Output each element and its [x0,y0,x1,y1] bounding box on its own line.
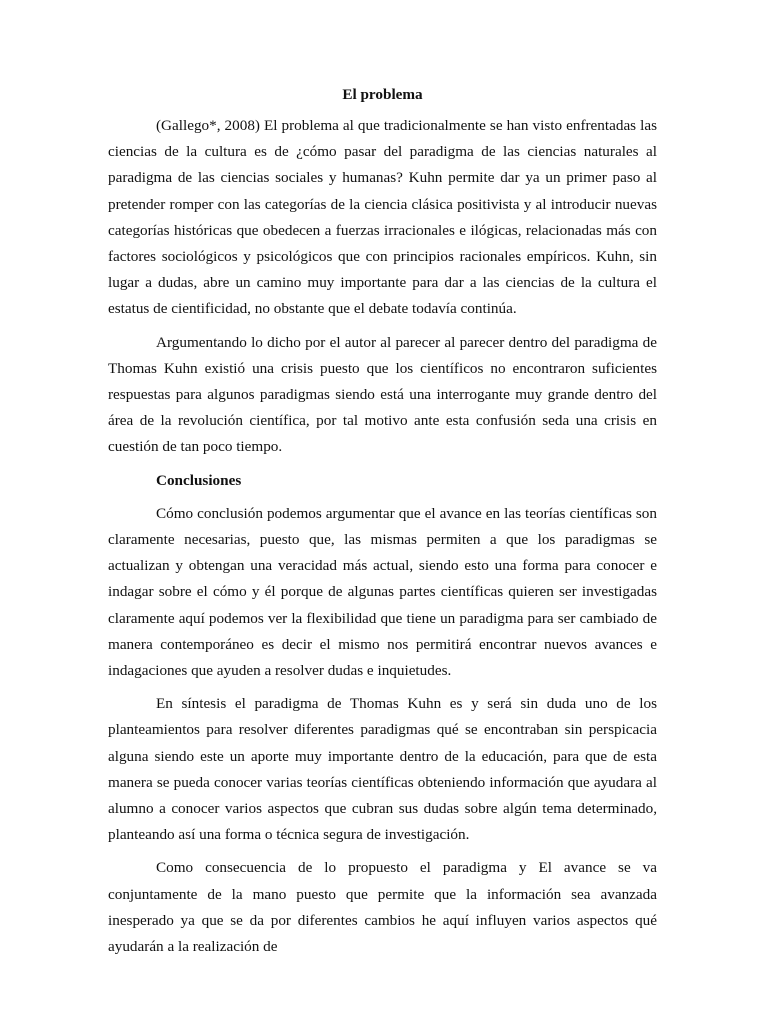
conclusions-heading: Conclusiones [156,471,242,489]
paragraph-gallego-quote: (Gallego*, 2008) El problema al que tradicionalmente se han visto enfrentadas las ciencias de la cultura es de ¿cómo pasar del paradigma de las ciencias naturales al paradigma de las ciencias sociales y humanas? Kuhn permite dar ya un primer paso al pretender romper con las categorías de la ciencia clásica positivista y al introducir nuevas categorías históricas que obedecen a fuerzas irracionales e ilógicas, relacionadas más con factores sociológicos y psicológicos que con principios racionales empíricos. Kuhn, sin lugar a dudas, abre un camino muy importante para dar a las ciencias de la cultura el estatus de cientificidad, no obstante que el debate todavía continúa. [108,117,657,318]
paragraph-kuhn-crisis: Argumentando lo dicho por el autor al parecer al parecer dentro del paradigma de Thomas Kuhn existió una crisis puesto que los científicos no encontraron suficientes respuestas para algunos paradigmas siendo está una interrogante muy grande dentro del área de la revolución científica, por tal motivo ante esta confusión seda una crisis en cuestión de tan poco tiempo. [108,333,657,456]
paragraph-conclusion-2: En síntesis el paradigma de Thomas Kuhn es y será sin duda uno de los planteamientos para resolver diferentes paradigmas qué se encontraban sin perspicacia alguna siendo este un aporte muy importante dentro de la educación, para que de esta manera se pueda conocer varias teorías científicas obteniendo información que ayudara al alumno a conocer varios aspectos que cubran sus dudas sobre algún tema determinado, planteando así una forma o técnica segura de investigación. [108,695,657,844]
document-page [108,78,657,967]
paragraph-conclusion-1: Cómo conclusión podemos argumentar que el avance en las teorías científicas son claramente necesarias, puesto que, las mismas permiten a que los paradigmas se actualizan y obtengan una veracidad más actual, siendo esto una forma para conocer e indagar sobre el cómo y él porque de algunas partes científicas quieren ser investigadas claramente aquí podemos ver la flexibilidad que tiene un paradigma para ser cambiado de manera contemporáneo es decir el mismo nos permitirá encontrar nuevos avances e indagaciones que ayuden a resolver dudas e inquietudes. [108,504,657,680]
document-title: El problema [342,86,423,103]
paragraph-conclusion-3: Como consecuencia de lo propuesto el paradigma y El avance se va conjuntamente de la mano puesto que permite que la información sea avanzada inesperado ya que se da por diferentes cambios he aquí influyen varios aspectos qué ayudarán a la realización de [108,859,657,956]
